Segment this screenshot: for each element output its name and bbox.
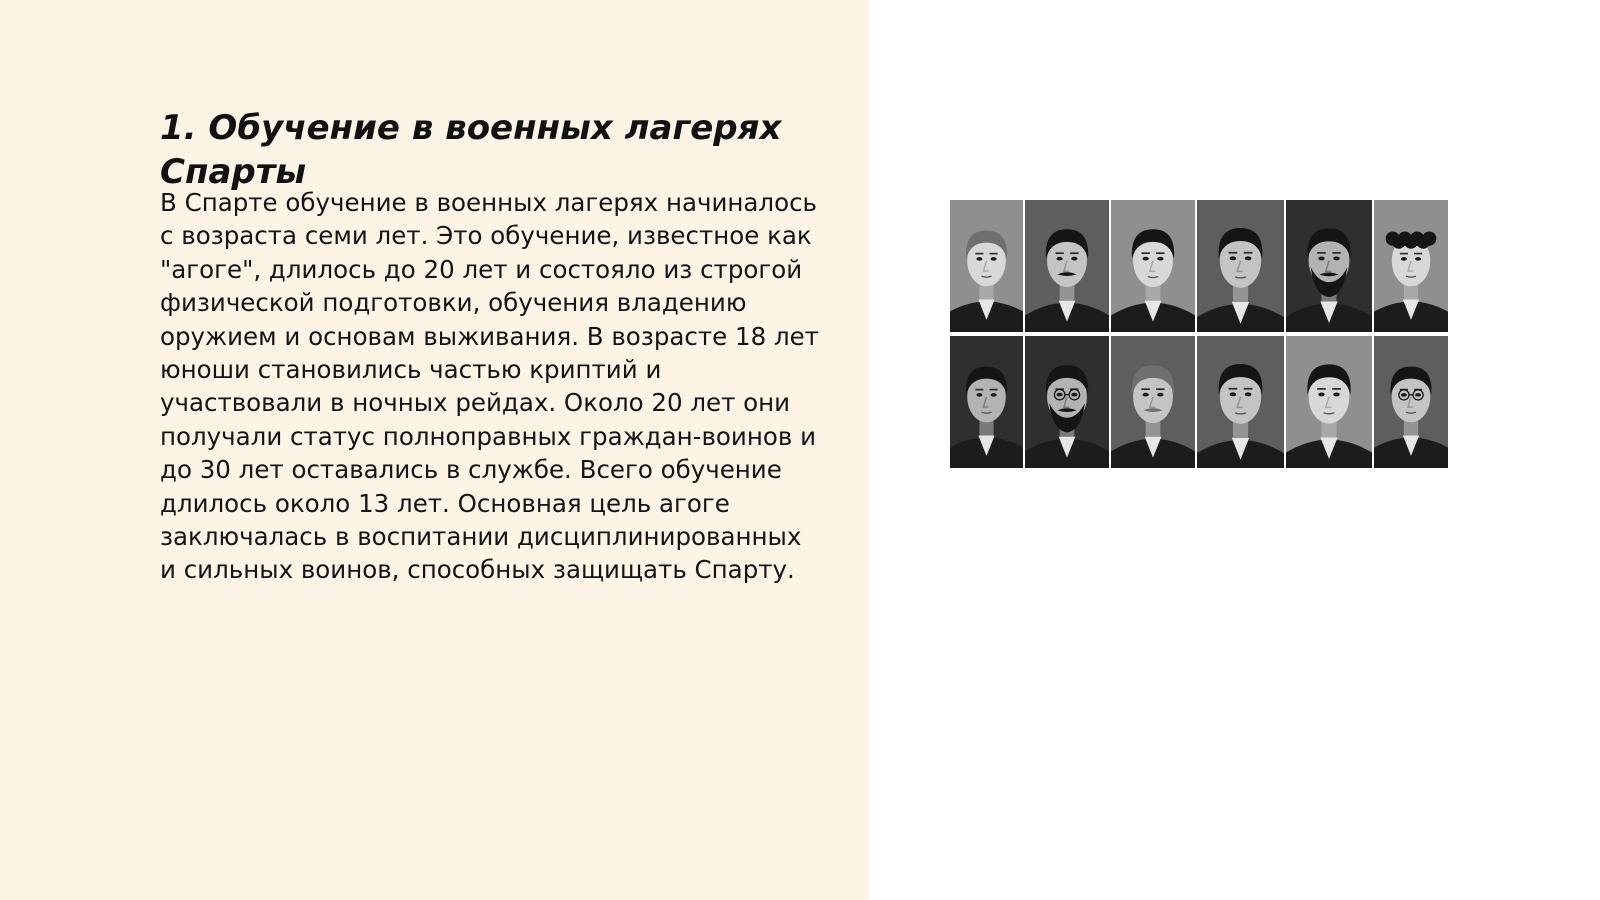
portrait-photo [1197,336,1284,468]
slide-body-text: В Спарте обучение в военных лагерях начиналось с возраста семи лет. Это обучение, известное как "агоге", длилось до 20 лет и состояло из строгой физической подготовки, обучения владению оружием и основам выживания. В возрасте 18 лет юноши становились частью криптий и участвовали в ночных рейдах. Около 20 лет они получали статус полноправных граждан-воинов и до 30 лет оставались в службе. Всего обучение длилось около 13 лет. Основная цель агоге заключалась в воспитании дисциплинированных и сильных воинов, способных защищать Спарту. [160,188,819,585]
portrait-photo [1374,200,1448,332]
portrait-photo [950,200,1023,332]
slide-title: 1. Обучение в военных лагерях Спарты [160,108,782,192]
portrait-photo [1111,200,1195,332]
portrait-photo [1374,336,1448,468]
portrait-photo [1025,200,1109,332]
portrait-photo [1111,336,1195,468]
portrait-photo [1286,336,1372,468]
portrait-collage [950,200,1450,468]
portrait-photo [1025,336,1109,468]
portrait-photo [1286,200,1372,332]
portrait-photo [1197,200,1284,332]
portrait-photo [950,336,1023,468]
